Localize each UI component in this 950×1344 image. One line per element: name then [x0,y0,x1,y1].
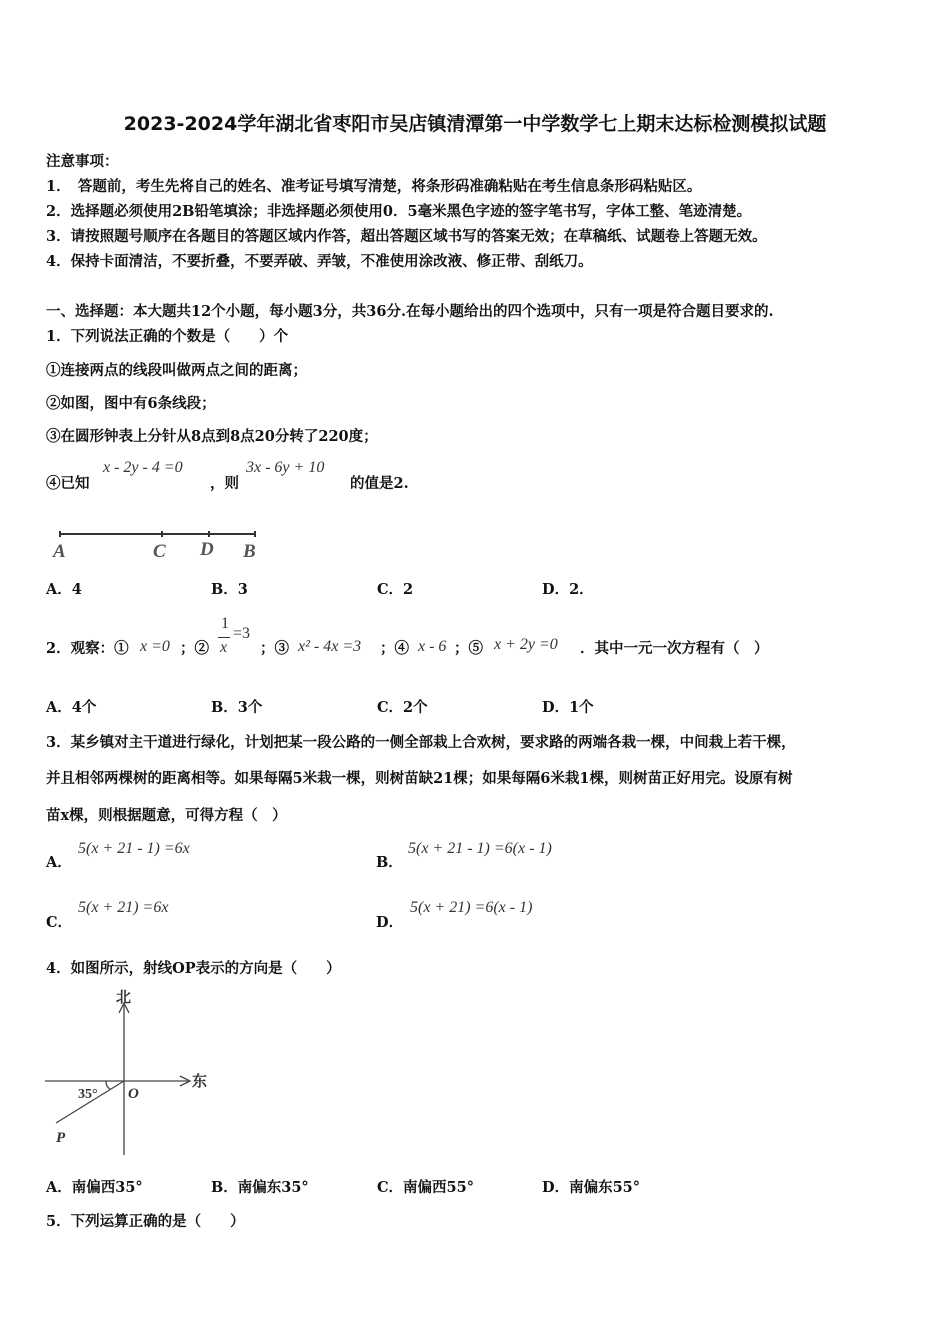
angle-label: 35° [78,1087,98,1102]
option: D．1个 [542,699,594,716]
note-item: 1． 答题前，考生先将自己的姓名、准考证号填写清楚，将条形码准确粘贴在考生信息条形码粘贴区。 [46,178,702,195]
option-label: B． [376,854,403,871]
origin-label: O [128,1086,139,1102]
q3-stem: 苗x棵，则根据题意，可得方程（ ） [46,807,287,824]
east-label: 东 [192,1074,208,1090]
q4-stem: 4．如图所示，射线OP表示的方向是（ ） [46,960,341,977]
text: ；④ [380,640,409,657]
text: ，则 [210,475,239,492]
option-formula: 5(x + 21) =6(x - 1) [410,899,533,916]
q3-stem: 3．某乡镇对主干道进行绿化，计划把某一段公路的一侧全部栽上合欢树，要求路的两端各栽一棵，中间栽上若干棵， [46,734,796,751]
q1-stem: 1．下列说法正确的个数是（ ）个 [46,328,289,345]
option: A．4 [46,581,82,598]
north-label: 北 [116,990,132,1006]
text: ；③ [260,640,289,657]
formula: 3x - 6y + 10 [246,459,325,476]
option: C．2 [377,581,414,598]
option: C．南偏西55° [377,1179,474,1196]
option: B．3个 [211,699,263,716]
q1-statement-label: ④已知 [46,475,90,492]
option-label: A． [46,854,72,871]
option: D．2． [542,581,594,598]
text: ．其中一元一次方程有（ ） [580,640,769,657]
note-item: 4．保持卡面清洁，不要折叠，不要弄破、弄皱，不准使用涂改液、修正带、刮纸刀。 [46,253,593,270]
formula: x =0 [140,638,170,655]
formula: x - 2y - 4 =0 [103,459,183,476]
option-formula: 5(x + 21) =6x [78,899,169,916]
option: C．2个 [377,699,428,716]
formula: x - 6 [418,638,447,655]
point-label: B [243,541,256,562]
note-item: 2．选择题必须使用2B铅笔填涂；非选择题必须使用0．5毫米黑色字迹的签字笔书写，字体工整、笔迹清楚。 [46,203,752,220]
fraction-numerator: 1 [221,615,229,632]
point-label: C [153,541,166,562]
option: A．南偏西35° [46,1179,143,1196]
q5-stem: 5．下列运算正确的是（ ） [46,1213,245,1230]
fraction-denominator: x [220,639,228,656]
formula: x + 2y =0 [494,636,558,653]
notes-header: 注意事项： [46,153,119,170]
q2-stem: 2．观察：① [46,640,129,657]
option-label: C． [46,914,73,931]
text: 的值是2. [350,475,409,492]
q1-statement: ②如图，图中有6条线段； [46,395,216,412]
text: ；⑤ [454,640,483,657]
option: D．南偏东55° [542,1179,641,1196]
q1-statement: ①连接两点的线段叫做两点之间的距离； [46,362,307,379]
point-label: A [53,541,66,562]
section-heading: 一、选择题：本大题共12个小题，每小题3分，共36分.在每小题给出的四个选项中，只有一项是符合题目要求的. [46,303,774,320]
q1-statement: ③在圆形钟表上分针从8点到8点20分转了220度； [46,428,378,445]
option-label: D． [376,914,404,931]
option: B．南偏东35° [211,1179,309,1196]
direction-figure [40,985,230,1160]
option-formula: 5(x + 21 - 1) =6(x - 1) [408,840,552,857]
option: B．3 [211,581,248,598]
point-label: D [200,539,214,560]
option-formula: 5(x + 21 - 1) =6x [78,840,190,857]
option: A．4个 [46,699,97,716]
formula: x² - 4x =3 [298,638,362,655]
segment-figure [50,525,270,565]
point-p-label: P [56,1130,66,1146]
text: ；② [180,640,209,657]
note-item: 3．请按照题号顺序在各题目的答题区域内作答，超出答题区域书写的答案无效；在草稿纸、试题卷上答题无效。 [46,228,767,245]
q3-stem: 并且相邻两棵树的距离相等。如果每隔5米栽一棵，则树苗缺21棵；如果每隔6米栽1棵，则树苗正好用完。设原有树 [46,770,793,787]
formula: =3 [233,625,251,642]
page-title: 2023-2024学年湖北省枣阳市吴店镇清潭第一中学数学七上期末达标检测模拟试题 [123,113,827,135]
